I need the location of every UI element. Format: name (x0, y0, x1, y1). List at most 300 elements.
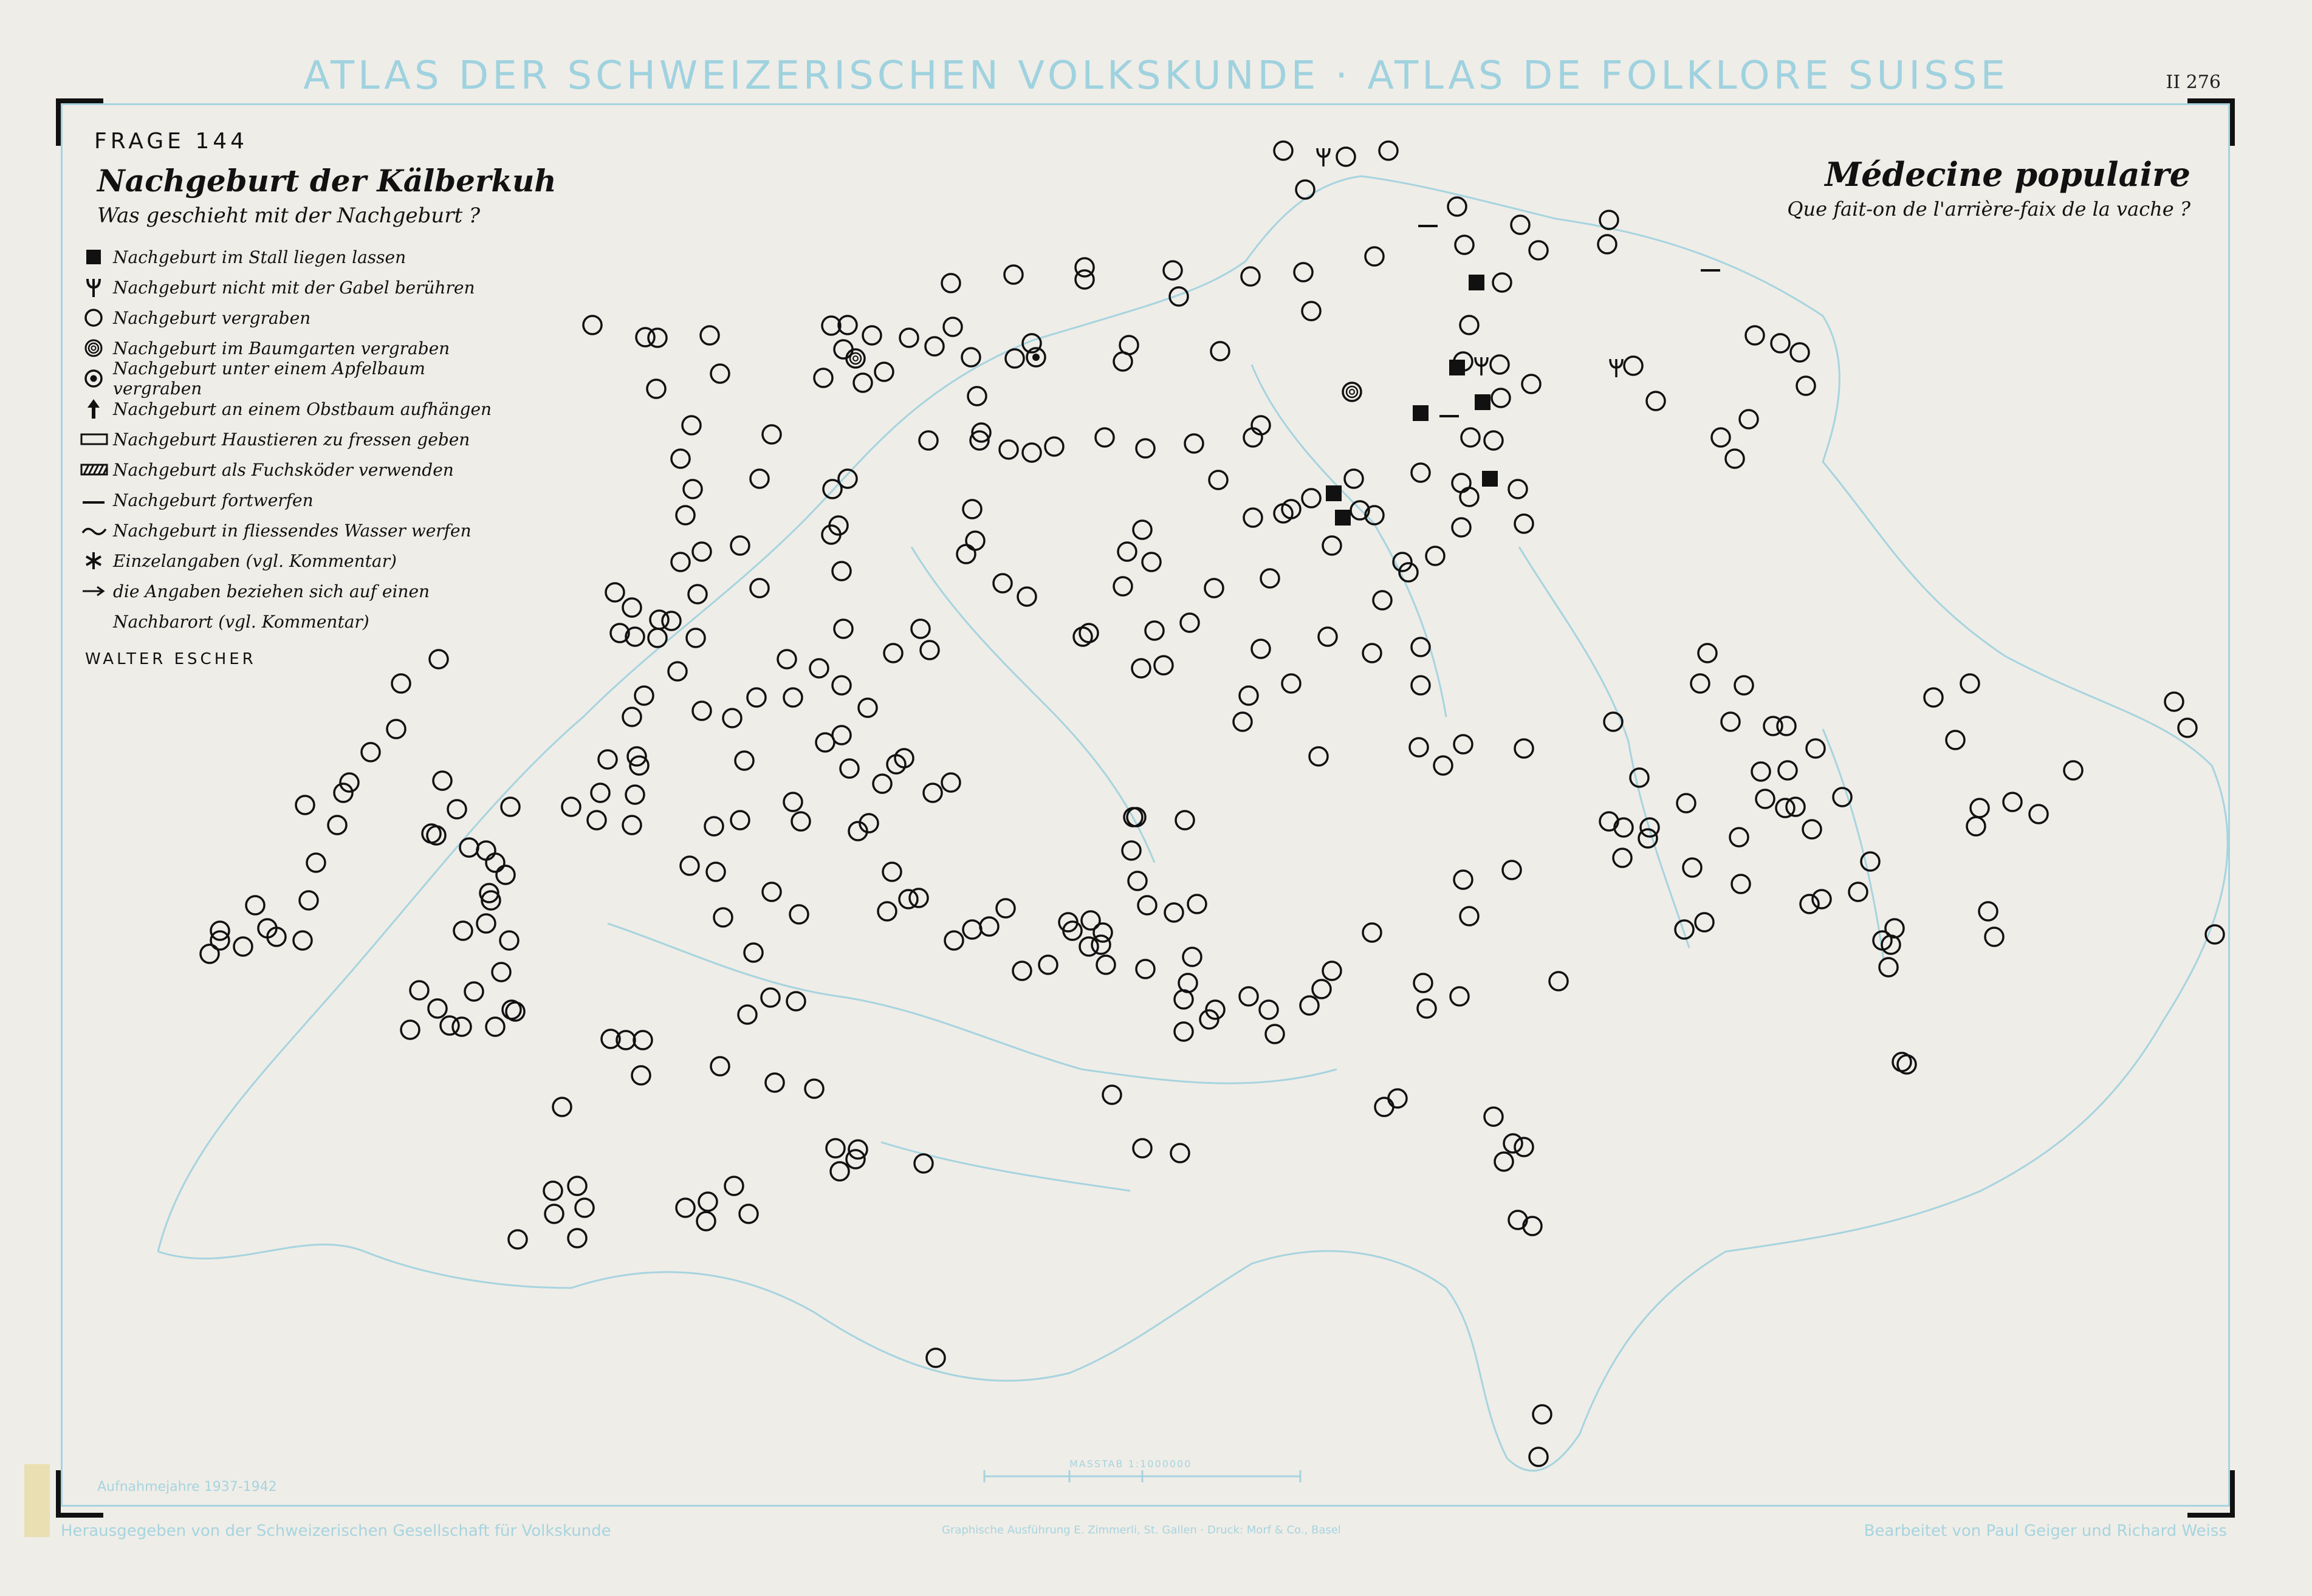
open-circle-symbol (1399, 563, 1418, 581)
open-circle-symbol (1721, 713, 1740, 731)
open-circle-symbol (1961, 674, 1979, 693)
open-circle-symbol (648, 629, 667, 647)
printer-credit: Graphische Ausführung E. Zimmerli, St. Gallen · Druck: Morf & Co., Basel (942, 1524, 1341, 1536)
open-circle-symbol (1179, 974, 1197, 992)
open-circle-symbol (1138, 896, 1156, 914)
open-circle-symbol (731, 811, 749, 829)
open-circle-symbol (1746, 326, 1764, 344)
legend (79, 242, 516, 637)
open-circle-symbol (1145, 622, 1164, 640)
open-circle-symbol (1752, 762, 1770, 781)
filled-square-symbol (1335, 510, 1351, 526)
open-circle-symbol (1188, 895, 1206, 913)
open-circle-symbol (1240, 987, 1258, 1005)
open-circle-symbol (1967, 817, 1985, 835)
open-circle-symbol (1080, 937, 1098, 956)
open-circle-symbol (859, 699, 877, 717)
open-circle-symbol (962, 348, 980, 366)
open-circle-symbol (1460, 488, 1478, 506)
open-circle-symbol (1096, 428, 1114, 447)
open-circle-symbol (2178, 719, 2197, 737)
legend-item (79, 358, 516, 399)
open-circle-symbol (816, 733, 834, 752)
open-circle-symbol (1209, 471, 1227, 489)
open-circle-symbol (492, 963, 510, 981)
open-circle-symbol (1630, 769, 1648, 787)
open-circle-symbol (1274, 142, 1292, 160)
open-circle-symbol (1533, 1405, 1551, 1423)
open-circle-symbol (1624, 357, 1642, 375)
open-circle-symbol (1695, 913, 1713, 931)
open-circle-symbol (878, 902, 896, 920)
open-circle-symbol (1410, 738, 1428, 756)
open-circle-symbol (1683, 858, 1701, 877)
open-circle-symbol (428, 999, 447, 1018)
open-circle-symbol (924, 784, 942, 802)
open-circle-symbol (1756, 790, 1774, 808)
legend-item (79, 303, 516, 333)
open-circle-symbol (647, 380, 665, 398)
atlas-title: ATLAS DER SCHWEIZERISCHEN VOLKSKUNDE · ATLAS DE FOLKLORE SUISSE (303, 53, 2009, 98)
open-circle-symbol (1450, 987, 1469, 1005)
open-circle-symbol (814, 369, 832, 387)
legend-label: Nachgeburt als Fuchsköder verwenden (113, 459, 454, 480)
open-circle-symbol (1412, 676, 1430, 694)
open-circle-symbol (1323, 962, 1341, 980)
open-circle-symbol (1800, 895, 1819, 913)
open-circle-icon (79, 306, 109, 330)
open-circle-symbol (1979, 902, 1997, 920)
open-circle-symbol (681, 857, 699, 875)
open-circle-symbol (834, 620, 852, 638)
open-circle-symbol (707, 863, 725, 881)
legend-label: Nachgeburt an einem Obstbaum aufhängen (113, 399, 492, 419)
tilde-icon (79, 518, 109, 543)
fork-icon (79, 275, 109, 300)
open-circle-symbol (778, 650, 796, 668)
dash-icon (79, 488, 109, 512)
open-circle-symbol (810, 659, 828, 677)
open-circle-symbol (725, 1177, 743, 1195)
open-circle-symbol (387, 720, 405, 738)
open-circle-symbol (1312, 980, 1331, 998)
map-question-german: Was geschieht mit der Nachgeburt ? (97, 204, 481, 228)
open-circle-symbol (1598, 235, 1616, 253)
open-circle-symbol (1414, 974, 1432, 992)
scale-bar (984, 1470, 1300, 1482)
open-circle-symbol (1452, 518, 1470, 536)
open-circle-symbol (1252, 640, 1270, 658)
open-circle-symbol (1971, 799, 1989, 817)
open-circle-symbol (334, 784, 352, 802)
author-name: WALTER ESCHER (85, 650, 256, 668)
open-circle-symbol (1323, 536, 1341, 555)
publisher-credit: Herausgegeben von der Schweizerischen Gesellschaft für Volkskunde (61, 1522, 611, 1540)
question-number: FRAGE 144 (94, 129, 249, 154)
open-circle-symbol (968, 387, 986, 405)
open-circle-symbol (840, 759, 859, 778)
open-circle-symbol (328, 816, 346, 834)
open-circle-symbol (1185, 434, 1203, 453)
up-arrow-icon (79, 397, 109, 421)
open-circle-symbol (1452, 474, 1470, 492)
open-circle-symbol (1128, 872, 1147, 890)
open-circle-symbol (1735, 676, 1753, 694)
dash-symbol (1701, 269, 1720, 272)
open-circle-symbol (634, 1031, 652, 1049)
open-circle-symbol (831, 1162, 849, 1180)
open-circle-symbol (486, 1018, 504, 1036)
open-circle-symbol (201, 945, 219, 963)
open-circle-symbol (1946, 731, 1964, 749)
open-circle-symbol (996, 899, 1015, 917)
open-circle-symbol (1133, 521, 1151, 539)
open-circle-symbol (1461, 428, 1480, 447)
open-circle-symbol (1813, 890, 1831, 908)
open-circle-symbol (682, 416, 701, 434)
open-circle-symbol (957, 545, 975, 563)
open-circle-symbol (1120, 336, 1138, 354)
open-circle-symbol (942, 274, 960, 292)
open-circle-symbol (1164, 261, 1182, 279)
open-circle-symbol (1647, 392, 1665, 410)
open-circle-symbol (750, 579, 769, 597)
open-circle-symbol (1039, 956, 1057, 974)
legend-label: Nachgeburt Haustieren zu fressen geben (113, 429, 470, 450)
open-circle-symbol (919, 431, 938, 450)
open-circle-symbol (1365, 247, 1384, 265)
open-circle-symbol (1018, 587, 1036, 606)
open-circle-symbol (1529, 1448, 1548, 1466)
open-circle-symbol (410, 981, 428, 999)
open-circle-symbol (1082, 911, 1100, 930)
legend-item (79, 485, 516, 515)
open-circle-symbol (1282, 674, 1300, 693)
open-circle-symbol (1777, 717, 1796, 735)
dash-symbol (1439, 415, 1459, 417)
legend-label: Einzelangaben (vgl. Kommentar) (113, 550, 397, 571)
open-circle-symbol (1522, 375, 1540, 393)
open-circle-symbol (1133, 1139, 1151, 1157)
open-circle-symbol (568, 1229, 586, 1247)
open-circle-symbol (744, 944, 763, 962)
open-circle-symbol (1006, 349, 1024, 368)
adhesive-tape-strip (24, 1464, 50, 1537)
open-circle-symbol (340, 773, 358, 792)
open-circle-symbol (246, 896, 264, 914)
open-circle-symbol (711, 365, 729, 383)
open-circle-symbol (553, 1098, 571, 1116)
open-circle-symbol (1885, 919, 1904, 937)
open-circle-symbol (784, 688, 802, 707)
legend-item (79, 515, 516, 546)
open-circle-symbol (1045, 437, 1063, 456)
legend-label: die Angaben beziehen sich auf einen (113, 581, 430, 601)
open-circle-symbol (300, 891, 318, 909)
open-circle-symbol (2165, 693, 2183, 711)
plate-number: II 276 (2166, 72, 2221, 93)
open-circle-symbol (884, 644, 902, 662)
open-circle-symbol (714, 908, 732, 926)
open-circle-symbol (671, 553, 690, 571)
open-circle-symbol (1241, 267, 1260, 286)
open-circle-symbol (1490, 355, 1509, 374)
open-circle-symbol (544, 1182, 562, 1200)
open-circle-symbol (1132, 659, 1150, 677)
open-circle-symbol (1426, 547, 1444, 565)
open-circle-symbol (1523, 1217, 1542, 1235)
open-circle-symbol (562, 798, 580, 816)
filled-square-symbol (1475, 394, 1490, 410)
open-circle-symbol (1233, 713, 1252, 731)
legend-item (79, 272, 516, 303)
open-circle-symbol (963, 920, 981, 939)
open-circle-symbol (1677, 794, 1695, 812)
open-circle-symbol (1515, 739, 1533, 758)
map-title-french: Médecine populaire (1825, 155, 2190, 194)
open-circle-symbol (1797, 377, 1815, 395)
open-circle-symbol (1013, 962, 1031, 980)
open-circle-symbol (1183, 948, 1201, 966)
open-circle-symbol (606, 583, 624, 601)
open-circle-symbol (1740, 410, 1758, 428)
open-circle-symbol (1732, 875, 1750, 893)
open-circle-symbol (873, 775, 891, 793)
open-circle-symbol (863, 326, 881, 344)
open-circle-symbol (735, 752, 753, 770)
open-circle-symbol (687, 629, 705, 647)
open-circle-symbol (599, 750, 617, 769)
open-circle-symbol (750, 470, 769, 488)
open-circle-symbol (430, 650, 448, 668)
open-circle-symbol (921, 641, 939, 659)
open-circle-symbol (1261, 569, 1279, 587)
open-circle-symbol (2003, 793, 2022, 811)
open-circle-symbol (697, 1212, 715, 1230)
filled-square-symbol (1413, 405, 1429, 421)
open-circle-symbol (899, 890, 918, 908)
open-circle-symbol (676, 1199, 695, 1217)
open-circle-symbol (1879, 958, 1898, 976)
open-circle-symbol (1849, 883, 1867, 901)
open-circle-symbol (684, 480, 702, 498)
open-circle-symbol (1294, 263, 1312, 281)
legend-item-continued (79, 606, 516, 637)
open-circle-symbol (1600, 211, 1618, 229)
open-circle-symbol (832, 676, 851, 694)
open-circle-symbol (1418, 999, 1436, 1018)
open-circle-symbol (927, 1349, 945, 1367)
open-circle-symbol (1791, 343, 1809, 361)
open-circle-symbol (1460, 316, 1478, 334)
open-circle-symbol (1779, 761, 1797, 779)
open-circle-symbol (1302, 302, 1320, 320)
open-circle-symbol (486, 854, 504, 872)
open-circle-symbol (688, 585, 707, 603)
open-circle-symbol (401, 1021, 419, 1039)
fork-symbol (1317, 148, 1329, 166)
open-circle-symbol (763, 883, 781, 901)
legend-item (79, 242, 516, 272)
open-circle-symbol (1509, 480, 1527, 498)
legend-label: Nachgeburt vergraben (113, 307, 311, 328)
open-circle-symbol (1712, 428, 1730, 447)
open-circle-symbol (1319, 628, 1337, 646)
open-circle-symbol (2064, 761, 2082, 779)
open-circle-symbol (763, 425, 781, 444)
open-circle-symbol (509, 1230, 527, 1248)
survey-years: Aufnahmejahre 1937-1942 (97, 1479, 277, 1495)
concentric-circle-symbol (846, 349, 865, 368)
open-circle-symbol (1493, 273, 1511, 292)
open-circle-symbol (1448, 197, 1466, 216)
open-circle-symbol (705, 817, 723, 835)
open-circle-symbol (1613, 849, 1631, 867)
open-circle-symbol (1136, 960, 1154, 978)
open-circle-symbol (1691, 674, 1709, 693)
concentric-circle-icon (79, 336, 109, 360)
open-circle-symbol (2029, 805, 2048, 823)
open-circle-symbol (966, 532, 984, 550)
open-circle-symbol (1924, 688, 1943, 707)
open-circle-symbol (823, 480, 842, 498)
open-circle-symbol (883, 863, 901, 881)
open-circle-symbol (1515, 515, 1533, 533)
open-circle-symbol (1503, 861, 1521, 879)
open-circle-symbol (676, 506, 695, 524)
open-circle-symbol (1266, 1025, 1284, 1043)
open-circle-symbol (1604, 713, 1622, 731)
open-circle-symbol (477, 914, 495, 933)
legend-label: Nachbarort (vgl. Kommentar) (113, 611, 369, 632)
open-circle-symbol (875, 363, 893, 381)
editor-credit: Bearbeitet von Paul Geiger und Richard Weiss (1864, 1522, 2227, 1540)
open-circle-symbol (1363, 923, 1381, 942)
open-circle-symbol (942, 773, 960, 792)
open-circle-symbol (234, 937, 252, 956)
open-circle-symbol (1023, 444, 1041, 462)
open-circle-symbol (1118, 543, 1136, 561)
concentric-circle-symbol (1343, 383, 1361, 401)
open-circle-symbol (944, 318, 962, 336)
open-circle-symbol (1730, 828, 1748, 846)
open-circle-symbol (834, 340, 852, 358)
open-circle-symbol (1373, 591, 1391, 609)
open-circle-symbol (1861, 852, 1879, 871)
open-circle-symbol (1639, 829, 1657, 848)
open-circle-symbol (460, 838, 478, 857)
dash-symbol (1418, 225, 1438, 227)
open-circle-symbol (1600, 812, 1618, 831)
open-circle-symbol (1337, 148, 1355, 166)
open-circle-symbol (832, 562, 851, 580)
open-circle-symbol (1103, 1086, 1121, 1104)
map-question-french: Que fait-on de l'arrière-faix de la vache ? (1787, 197, 2190, 221)
open-circle-symbol (1240, 687, 1258, 705)
legend-label: Nachgeburt in fliessendes Wasser werfen (113, 520, 472, 541)
open-circle-symbol (980, 917, 998, 936)
scale-label: MASSTAB 1:1000000 (1069, 1458, 1192, 1470)
open-circle-symbol (993, 574, 1012, 592)
open-circle-symbol (1484, 431, 1503, 450)
right-arrow-icon (79, 579, 109, 603)
open-circle-symbol (963, 500, 981, 518)
filled-square-symbol (1469, 275, 1484, 290)
legend-label: Nachgeburt im Stall liegen lassen (113, 247, 406, 267)
open-circle-symbol (731, 536, 749, 555)
legend-item (79, 424, 516, 454)
open-circle-symbol (787, 992, 805, 1010)
open-circle-symbol (1454, 871, 1472, 889)
open-circle-symbol (293, 931, 312, 950)
filled-square-symbol (1449, 360, 1465, 375)
open-circle-symbol (1097, 956, 1115, 974)
open-circle-symbol (1412, 464, 1430, 482)
open-circle-symbol (433, 772, 451, 790)
map-title-german: Nachgeburt der Kälberkuh (97, 163, 557, 199)
open-circle-symbol (1771, 334, 1789, 352)
open-circle-symbol (1985, 928, 2003, 946)
open-circle-symbol (500, 931, 518, 950)
open-circle-symbol (568, 1177, 586, 1195)
open-circle-symbol (1136, 439, 1154, 457)
open-circle-symbol (693, 543, 711, 561)
open-circle-symbol (1412, 638, 1430, 656)
open-circle-symbol (701, 326, 719, 344)
open-circle-symbol (693, 702, 711, 720)
open-circle-symbol (792, 812, 810, 831)
open-circle-symbol (671, 450, 690, 468)
open-circle-symbol (623, 816, 641, 834)
open-circle-symbol (1175, 990, 1193, 1009)
open-circle-symbol (711, 1057, 729, 1075)
legend-label: Nachgeburt nicht mit der Gabel berühren (113, 277, 475, 298)
open-circle-symbol (1345, 470, 1363, 488)
open-circle-symbol (784, 793, 802, 811)
open-circle-symbol (805, 1080, 823, 1098)
open-circle-symbol (1300, 996, 1319, 1015)
open-circle-symbol (650, 611, 668, 629)
open-circle-symbol (477, 841, 495, 860)
open-circle-symbol (575, 1199, 594, 1217)
open-circle-symbol (1495, 1152, 1513, 1171)
open-circle-symbol (738, 1005, 756, 1024)
open-circle-symbol (854, 374, 872, 392)
open-circle-symbol (623, 708, 641, 726)
filled-square-symbol (1482, 471, 1498, 487)
open-circle-symbol (1211, 342, 1229, 360)
open-circle-symbol (1004, 265, 1023, 284)
open-circle-symbol (362, 743, 380, 761)
fork-symbol (1610, 359, 1622, 377)
open-circle-symbol (296, 796, 314, 814)
open-circle-symbol (1122, 841, 1141, 860)
open-circle-symbol (1176, 811, 1194, 829)
open-circle-symbol (914, 1154, 933, 1173)
open-circle-symbol (1504, 1134, 1522, 1152)
open-circle-symbol (1515, 1138, 1533, 1156)
open-circle-symbol (635, 687, 653, 705)
open-circle-symbol (761, 988, 780, 1007)
open-circle-symbol (1142, 553, 1161, 571)
open-circle-symbol (454, 922, 472, 940)
open-circle-symbol (1698, 644, 1717, 662)
open-circle-symbol (591, 784, 609, 802)
open-circle-symbol (501, 798, 520, 816)
open-circle-symbol (1309, 747, 1328, 765)
open-circle-symbol (632, 1066, 650, 1084)
open-circle-symbol (648, 329, 667, 347)
